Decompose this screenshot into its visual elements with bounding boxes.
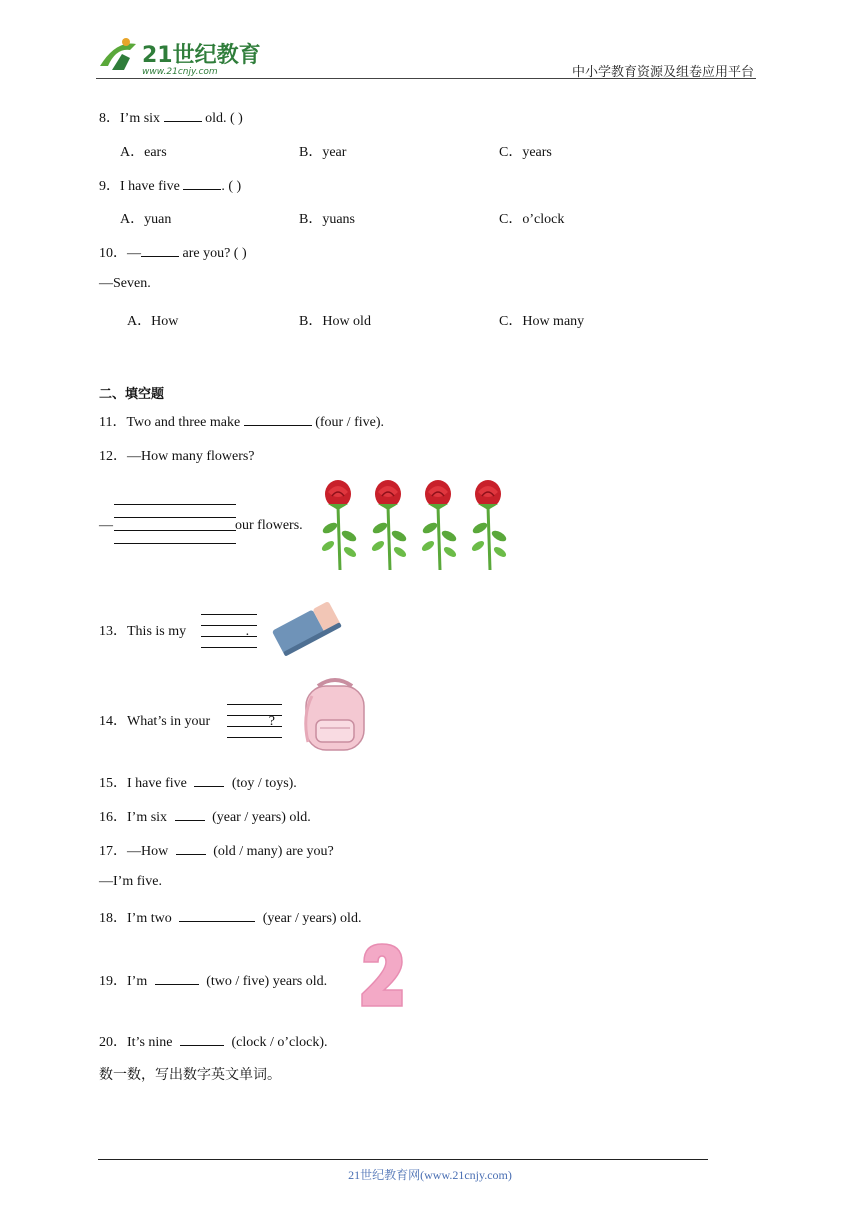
q13-answer-lines[interactable] xyxy=(201,604,257,648)
header-divider xyxy=(96,78,756,79)
section-title: 二、填空题 xyxy=(99,387,165,402)
question-14: 14．What’s in your ? xyxy=(99,714,275,729)
q10-option-c[interactable]: C．How many xyxy=(499,314,585,329)
svg-text:21世纪教育: 21世纪教育 xyxy=(142,43,261,68)
roses-image xyxy=(316,478,520,574)
question-12: 12．—How many flowers? xyxy=(99,449,255,464)
question-10: 10．— are you? ( ) xyxy=(99,246,247,261)
instruction-text: 数一数，写出数字英文单词。 xyxy=(99,1067,281,1083)
q14-answer-lines[interactable] xyxy=(227,694,282,738)
q9-option-c[interactable]: C．o’clock xyxy=(499,212,565,227)
number-two-image xyxy=(356,940,408,1012)
q17-reply: —I’m five. xyxy=(99,874,162,889)
q8-option-b[interactable]: B．year xyxy=(299,145,347,160)
svg-text:www.21cnjy.com: www.21cnjy.com xyxy=(142,67,218,77)
question-17: 17．—How (old / many) are you? xyxy=(99,844,334,859)
header-platform-text: 中小学教育资源及组卷应用平台 xyxy=(571,65,754,80)
eraser-image xyxy=(268,594,346,660)
q9-option-a[interactable]: A．yuan xyxy=(120,212,172,227)
question-15: 15．I have five (toy / toys). xyxy=(99,776,297,791)
footer-link[interactable]: 21世纪教育网(www.21cnjy.com) xyxy=(348,1168,512,1182)
q12-reply: — our flowers. xyxy=(99,518,303,533)
q9-option-b[interactable]: B．yuans xyxy=(299,212,355,227)
q8-option-a[interactable]: A．ears xyxy=(120,145,167,160)
q10-option-b[interactable]: B．How old xyxy=(299,314,371,329)
footer-divider xyxy=(98,1159,708,1160)
question-19: 19．I’m (two / five) years old. xyxy=(99,974,328,989)
q10-option-a[interactable]: A．How xyxy=(127,314,179,329)
q10-reply: —Seven. xyxy=(99,276,151,291)
question-20: 20．It’s nine (clock / o’clock). xyxy=(99,1035,328,1050)
question-18: 18．I’m two (year / years) old. xyxy=(99,911,362,926)
site-logo xyxy=(96,36,266,78)
question-9: 9．I have five . ( ) xyxy=(99,179,242,194)
question-13: 13．This is my . xyxy=(99,624,250,639)
q8-option-c[interactable]: C．years xyxy=(499,145,552,160)
schoolbag-image xyxy=(298,676,372,754)
question-8: 8．I’m six old. ( ) xyxy=(99,111,243,126)
question-16: 16．I’m six (year / years) old. xyxy=(99,810,311,825)
question-11: 11．Two and three make (four / five). xyxy=(99,415,384,430)
